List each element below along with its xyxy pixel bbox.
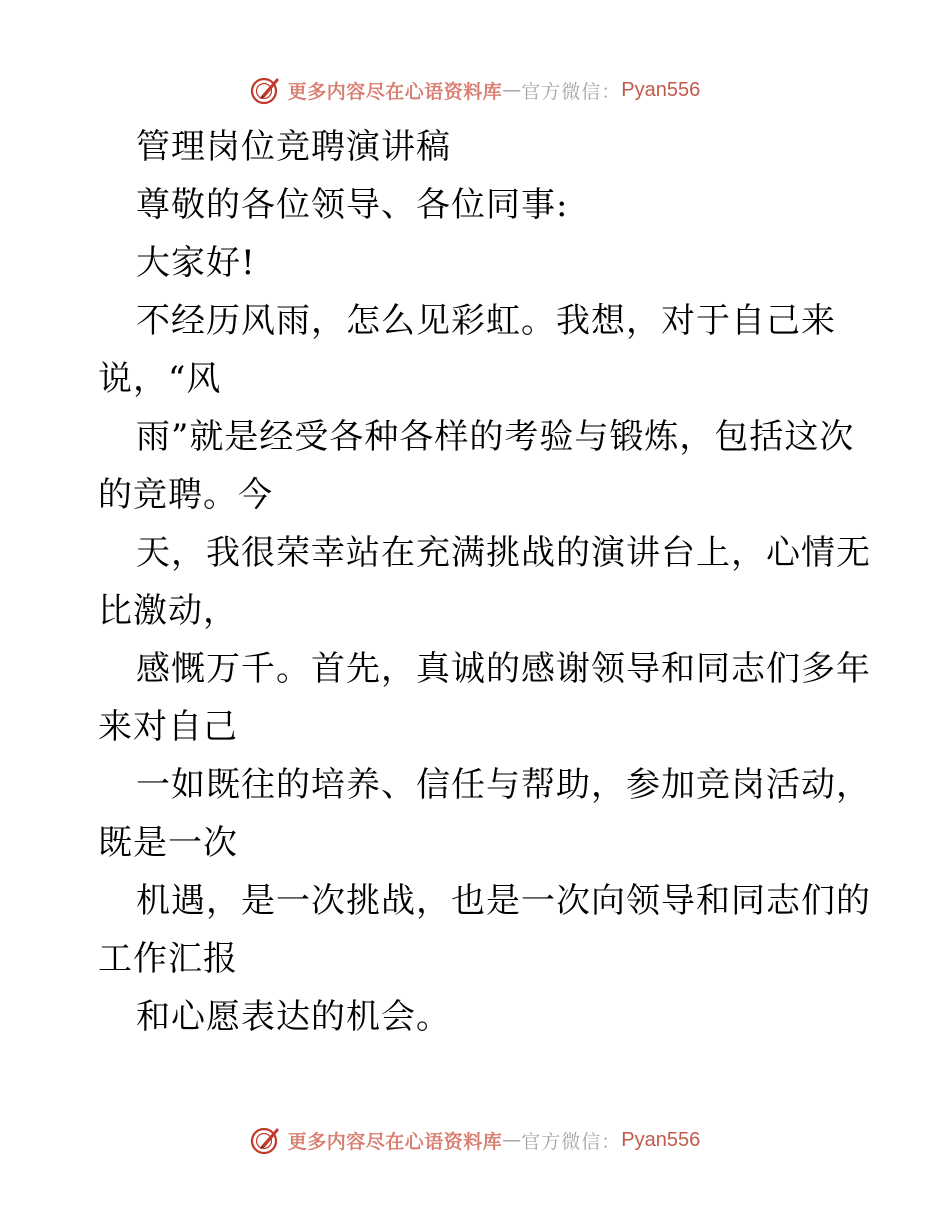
banner-wechat-label: 官方微信： [521, 80, 622, 103]
banner-slogan: 更多内容尽在心语资料库 [287, 1130, 503, 1153]
text-line: 一如既往的培养、信任与帮助，参加竞岗活动， [136, 765, 871, 805]
text-line: 工作汇报 [98, 939, 238, 979]
text-line: 天，我很荣幸站在充满挑战的演讲台上，心情无 [136, 533, 871, 573]
header-banner [0, 70, 950, 110]
quill-pen-logo-icon [250, 1124, 282, 1156]
text-line: 和心愿表达的机会。 [136, 997, 451, 1037]
text-line: 不经历风雨，怎么见彩虹。我想，对于自己来 [136, 301, 836, 341]
text-line: 说，“风 [98, 359, 222, 399]
banner-wechat-id: Pyan556 [621, 78, 701, 101]
quill-pen-logo-icon [250, 74, 282, 106]
banner-wechat-label: 官方微信： [521, 1130, 622, 1153]
text-line: 大家好! [136, 243, 256, 283]
footer-banner [0, 1120, 950, 1160]
text-line: 的竞聘。今 [98, 475, 273, 515]
banner-wechat-id: Pyan556 [621, 1128, 701, 1151]
document-title: 管理岗位竞聘演讲稿 [136, 127, 451, 167]
banner-dash: — [502, 1129, 522, 1151]
banner-dash: — [502, 79, 522, 101]
text-line: 来对自己 [98, 707, 238, 747]
document-body [98, 118, 871, 1046]
text-line: 感慨万千。首先，真诚的感谢领导和同志们多年 [136, 649, 871, 689]
text-line: 既是一次 [98, 823, 238, 863]
text-line: 比激动， [98, 591, 238, 631]
text-line: 机遇，是一次挑战，也是一次向领导和同志们的 [136, 881, 871, 921]
text-line: 雨”就是经受各种各样的考验与锻炼，包括这次 [136, 417, 855, 457]
text-line: 尊敬的各位领导、各位同事: [136, 185, 569, 225]
banner-slogan: 更多内容尽在心语资料库 [287, 80, 503, 103]
